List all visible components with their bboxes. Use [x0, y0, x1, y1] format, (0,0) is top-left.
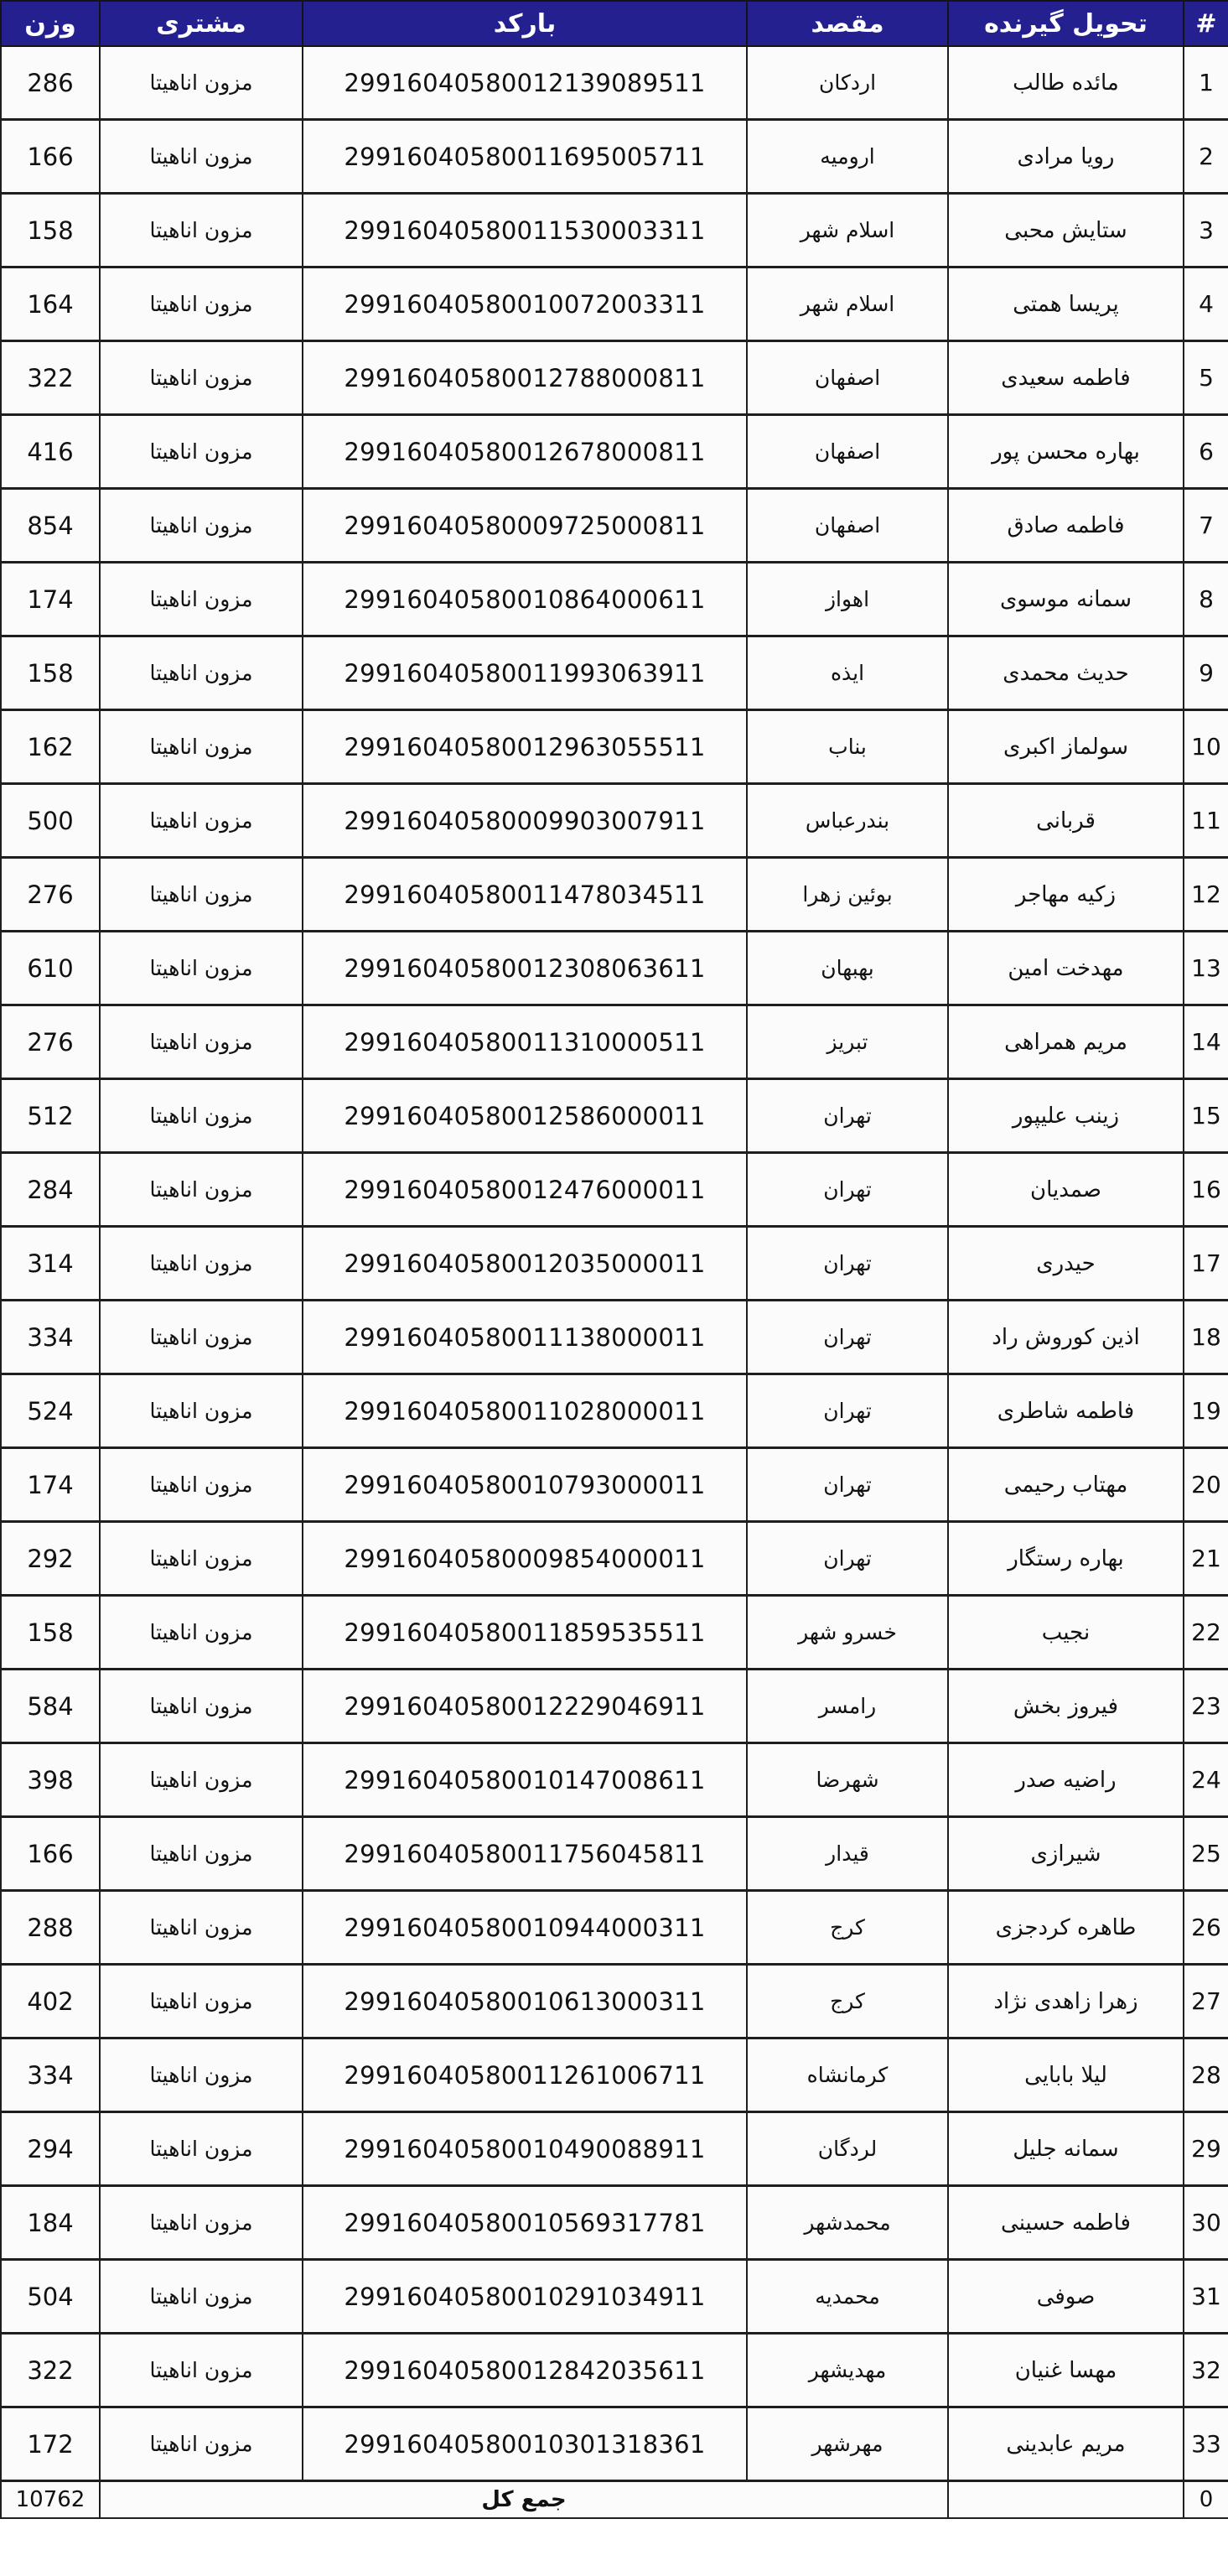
cell-barcode: 29916040580011993063911: [303, 636, 747, 710]
cell-weight: 276: [1, 858, 100, 932]
cell-customer: مزون اناهیتا: [100, 341, 303, 415]
cell-customer: مزون اناهیتا: [100, 932, 303, 1005]
cell-destination: بناب: [747, 710, 948, 784]
cell-barcode: 29916040580012308063611: [303, 932, 747, 1005]
cell-barcode: 29916040580012678000811: [303, 415, 747, 489]
cell-weight: 174: [1, 563, 100, 636]
table-row: [1, 1374, 1228, 1448]
cell-destination: ارومیه: [747, 120, 948, 194]
cell-receiver: نجیب: [948, 1596, 1184, 1670]
cell-index: 28: [1184, 2038, 1228, 2112]
table-row: [1, 415, 1228, 489]
cell-weight: 416: [1, 415, 100, 489]
cell-barcode: 29916040580010793000011: [303, 1448, 747, 1522]
cell-index: 22: [1184, 1596, 1228, 1670]
cell-customer: مزون اناهیتا: [100, 710, 303, 784]
table-row: [1, 1596, 1228, 1670]
cell-weight: 174: [1, 1448, 100, 1522]
table-row: [1, 489, 1228, 563]
cell-customer: مزون اناهیتا: [100, 2334, 303, 2407]
cell-receiver: قربانی: [948, 784, 1184, 858]
cell-receiver: فاطمه حسینی: [948, 2186, 1184, 2260]
total-index: 0: [1184, 2481, 1228, 2519]
cell-customer: مزون اناهیتا: [100, 1079, 303, 1153]
cell-destination: اسلام شهر: [747, 267, 948, 341]
table-row: [1, 932, 1228, 1005]
cell-index: 15: [1184, 1079, 1228, 1153]
cell-weight: 524: [1, 1374, 100, 1448]
cell-barcode: 29916040580010072003311: [303, 267, 747, 341]
cell-receiver: حیدری: [948, 1227, 1184, 1301]
cell-index: 9: [1184, 636, 1228, 710]
cell-barcode: 29916040580009854000011: [303, 1522, 747, 1596]
cell-receiver: مهدخت امین: [948, 932, 1184, 1005]
cell-weight: 164: [1, 267, 100, 341]
cell-receiver: بهاره رستگار: [948, 1522, 1184, 1596]
table-row: [1, 194, 1228, 267]
cell-destination: مهدیشهر: [747, 2334, 948, 2407]
cell-receiver: سمانه موسوی: [948, 563, 1184, 636]
cell-barcode: 29916040580010291034911: [303, 2260, 747, 2334]
table-row: [1, 784, 1228, 858]
cell-index: 24: [1184, 1743, 1228, 1817]
cell-customer: مزون اناهیتا: [100, 1153, 303, 1227]
cell-index: 13: [1184, 932, 1228, 1005]
total-receiver-empty: [948, 2481, 1184, 2519]
cell-barcode: 29916040580011478034511: [303, 858, 747, 932]
cell-barcode: 29916040580011310000511: [303, 1005, 747, 1079]
cell-customer: مزون اناهیتا: [100, 2038, 303, 2112]
cell-receiver: ستایش محبی: [948, 194, 1184, 267]
cell-receiver: شیرازی: [948, 1817, 1184, 1891]
cell-customer: مزون اناهیتا: [100, 1596, 303, 1670]
cell-customer: مزون اناهیتا: [100, 1448, 303, 1522]
table-row: [1, 1817, 1228, 1891]
table-row: [1, 2112, 1228, 2186]
cell-index: 25: [1184, 1817, 1228, 1891]
cell-receiver: زهرا زاهدی نژاد: [948, 1965, 1184, 2038]
cell-receiver: فاطمه شاطری: [948, 1374, 1184, 1448]
cell-index: 8: [1184, 563, 1228, 636]
cell-weight: 500: [1, 784, 100, 858]
cell-destination: تبریز: [747, 1005, 948, 1079]
cell-destination: خسرو شهر: [747, 1596, 948, 1670]
cell-index: 2: [1184, 120, 1228, 194]
table-row: [1, 2260, 1228, 2334]
cell-receiver: رویا مرادی: [948, 120, 1184, 194]
header-customer: مشتری: [100, 1, 303, 46]
cell-destination: مهرشهر: [747, 2407, 948, 2481]
cell-index: 5: [1184, 341, 1228, 415]
cell-customer: مزون اناهیتا: [100, 858, 303, 932]
total-row: [1, 2481, 1228, 2519]
cell-destination: محمدیه: [747, 2260, 948, 2334]
cell-weight: 512: [1, 1079, 100, 1153]
cell-barcode: 29916040580012476000011: [303, 1153, 747, 1227]
cell-index: 27: [1184, 1965, 1228, 2038]
table-row: [1, 120, 1228, 194]
cell-index: 18: [1184, 1301, 1228, 1374]
header-index: #: [1184, 1, 1228, 46]
cell-barcode: 29916040580012586000011: [303, 1079, 747, 1153]
cell-index: 3: [1184, 194, 1228, 267]
cell-destination: کرج: [747, 1891, 948, 1965]
header-receiver: تحویل گیرنده: [948, 1, 1184, 46]
cell-weight: 292: [1, 1522, 100, 1596]
cell-receiver: مائده طالب: [948, 46, 1184, 120]
cell-index: 4: [1184, 267, 1228, 341]
cell-receiver: مهتاب رحیمی: [948, 1448, 1184, 1522]
cell-destination: تهران: [747, 1522, 948, 1596]
cell-barcode: 29916040580011028000011: [303, 1374, 747, 1448]
table-row: [1, 2186, 1228, 2260]
cell-receiver: فاطمه صادق: [948, 489, 1184, 563]
cell-index: 29: [1184, 2112, 1228, 2186]
table-row: [1, 1079, 1228, 1153]
cell-index: 23: [1184, 1670, 1228, 1743]
cell-customer: مزون اناهیتا: [100, 267, 303, 341]
cell-barcode: 29916040580010613000311: [303, 1965, 747, 2038]
cell-index: 7: [1184, 489, 1228, 563]
cell-weight: 334: [1, 1301, 100, 1374]
table-row: [1, 46, 1228, 120]
cell-barcode: 29916040580009725000811: [303, 489, 747, 563]
cell-destination: لردگان: [747, 2112, 948, 2186]
cell-destination: اصفهان: [747, 415, 948, 489]
cell-barcode: 29916040580010301318361: [303, 2407, 747, 2481]
cell-weight: 402: [1, 1965, 100, 2038]
cell-customer: مزون اناهیتا: [100, 1301, 303, 1374]
cell-customer: مزون اناهیتا: [100, 563, 303, 636]
cell-weight: 584: [1, 1670, 100, 1743]
cell-receiver: فاطمه سعیدی: [948, 341, 1184, 415]
cell-customer: مزون اناهیتا: [100, 194, 303, 267]
cell-destination: تهران: [747, 1448, 948, 1522]
cell-weight: 184: [1, 2186, 100, 2260]
cell-destination: شهرضا: [747, 1743, 948, 1817]
cell-index: 14: [1184, 1005, 1228, 1079]
cell-barcode: 29916040580009903007911: [303, 784, 747, 858]
cell-destination: اسلام شهر: [747, 194, 948, 267]
cell-customer: مزون اناهیتا: [100, 1743, 303, 1817]
cell-weight: 322: [1, 341, 100, 415]
table-row: [1, 1965, 1228, 2038]
cell-destination: کرج: [747, 1965, 948, 2038]
table-header: [1, 1, 1228, 46]
cell-weight: 166: [1, 120, 100, 194]
table-row: [1, 1891, 1228, 1965]
cell-destination: محمدشهر: [747, 2186, 948, 2260]
cell-receiver: پریسا همتی: [948, 267, 1184, 341]
cell-receiver: راضیه صدر: [948, 1743, 1184, 1817]
cell-weight: 158: [1, 1596, 100, 1670]
cell-index: 16: [1184, 1153, 1228, 1227]
table-row: [1, 1448, 1228, 1522]
cell-customer: مزون اناهیتا: [100, 1965, 303, 2038]
cell-destination: بندرعباس: [747, 784, 948, 858]
header-weight: وزن: [1, 1, 100, 46]
cell-barcode: 29916040580010147008611: [303, 1743, 747, 1817]
cell-customer: مزون اناهیتا: [100, 784, 303, 858]
cell-receiver: مریم همراهی: [948, 1005, 1184, 1079]
cell-weight: 166: [1, 1817, 100, 1891]
cell-receiver: فیروز بخش: [948, 1670, 1184, 1743]
cell-destination: کرمانشاه: [747, 2038, 948, 2112]
header-barcode: بارکد: [303, 1, 747, 46]
cell-weight: 322: [1, 2334, 100, 2407]
cell-customer: مزون اناهیتا: [100, 636, 303, 710]
table-row: [1, 341, 1228, 415]
cell-weight: 276: [1, 1005, 100, 1079]
cell-receiver: لیلا بابایی: [948, 2038, 1184, 2112]
cell-barcode: 29916040580010944000311: [303, 1891, 747, 1965]
cell-index: 21: [1184, 1522, 1228, 1596]
cell-weight: 158: [1, 194, 100, 267]
cell-destination: تهران: [747, 1374, 948, 1448]
cell-weight: 286: [1, 46, 100, 120]
table-row: [1, 563, 1228, 636]
cell-index: 30: [1184, 2186, 1228, 2260]
cell-weight: 334: [1, 2038, 100, 2112]
cell-destination: تهران: [747, 1227, 948, 1301]
cell-barcode: 29916040580012229046911: [303, 1670, 747, 1743]
cell-customer: مزون اناهیتا: [100, 1005, 303, 1079]
cell-customer: مزون اناهیتا: [100, 1522, 303, 1596]
cell-barcode: 29916040580012963055511: [303, 710, 747, 784]
cell-customer: مزون اناهیتا: [100, 120, 303, 194]
cell-receiver: مهسا غنیان: [948, 2334, 1184, 2407]
cell-receiver: سمانه جلیل: [948, 2112, 1184, 2186]
table-row: [1, 710, 1228, 784]
cell-weight: 294: [1, 2112, 100, 2186]
cell-index: 1: [1184, 46, 1228, 120]
table-footer: [1, 2481, 1228, 2519]
table-row: [1, 1301, 1228, 1374]
header-row: [1, 1, 1228, 46]
cell-customer: مزون اناهیتا: [100, 2186, 303, 2260]
cell-weight: 162: [1, 710, 100, 784]
cell-index: 20: [1184, 1448, 1228, 1522]
cell-barcode: 29916040580011756045811: [303, 1817, 747, 1891]
cell-barcode: 29916040580010569317781: [303, 2186, 747, 2260]
total-label: جمع کل: [100, 2481, 948, 2519]
table-row: [1, 1743, 1228, 1817]
cell-barcode: 29916040580011530003311: [303, 194, 747, 267]
total-weight: 10762: [1, 2481, 100, 2519]
cell-destination: تهران: [747, 1153, 948, 1227]
cell-receiver: بهاره محسن پور: [948, 415, 1184, 489]
table-row: [1, 1227, 1228, 1301]
cell-weight: 398: [1, 1743, 100, 1817]
cell-receiver: طاهره کردجزی: [948, 1891, 1184, 1965]
table-row: [1, 2407, 1228, 2481]
cell-destination: اصفهان: [747, 489, 948, 563]
cell-customer: مزون اناهیتا: [100, 1817, 303, 1891]
cell-destination: بهبهان: [747, 932, 948, 1005]
table-row: [1, 2334, 1228, 2407]
cell-weight: 158: [1, 636, 100, 710]
cell-barcode: 29916040580011695005711: [303, 120, 747, 194]
cell-receiver: صوفی: [948, 2260, 1184, 2334]
cell-customer: مزون اناهیتا: [100, 489, 303, 563]
cell-destination: قیدار: [747, 1817, 948, 1891]
cell-weight: 610: [1, 932, 100, 1005]
cell-barcode: 29916040580010864000611: [303, 563, 747, 636]
cell-barcode: 29916040580012139089511: [303, 46, 747, 120]
cell-barcode: 29916040580010490088911: [303, 2112, 747, 2186]
cell-receiver: اذین کوروش راد: [948, 1301, 1184, 1374]
cell-barcode: 29916040580012035000011: [303, 1227, 747, 1301]
cell-destination: ایذه: [747, 636, 948, 710]
cell-receiver: صمدیان: [948, 1153, 1184, 1227]
table-row: [1, 1005, 1228, 1079]
cell-index: 33: [1184, 2407, 1228, 2481]
cell-index: 32: [1184, 2334, 1228, 2407]
cell-barcode: 29916040580011138000011: [303, 1301, 747, 1374]
cell-customer: مزون اناهیتا: [100, 2260, 303, 2334]
cell-barcode: 29916040580011859535511: [303, 1596, 747, 1670]
cell-weight: 288: [1, 1891, 100, 1965]
cell-index: 19: [1184, 1374, 1228, 1448]
cell-index: 17: [1184, 1227, 1228, 1301]
cell-index: 31: [1184, 2260, 1228, 2334]
cell-customer: مزون اناهیتا: [100, 1227, 303, 1301]
cell-customer: مزون اناهیتا: [100, 415, 303, 489]
cell-customer: مزون اناهیتا: [100, 1374, 303, 1448]
cell-destination: رامسر: [747, 1670, 948, 1743]
cell-receiver: حدیث محمدی: [948, 636, 1184, 710]
cell-weight: 854: [1, 489, 100, 563]
header-destination: مقصد: [747, 1, 948, 46]
table-body: [1, 46, 1228, 2481]
cell-destination: اردکان: [747, 46, 948, 120]
cell-index: 12: [1184, 858, 1228, 932]
cell-weight: 504: [1, 2260, 100, 2334]
table-row: [1, 1670, 1228, 1743]
cell-barcode: 29916040580012842035611: [303, 2334, 747, 2407]
cell-weight: 172: [1, 2407, 100, 2481]
table-row: [1, 636, 1228, 710]
cell-customer: مزون اناهیتا: [100, 2112, 303, 2186]
cell-weight: 314: [1, 1227, 100, 1301]
table-row: [1, 1153, 1228, 1227]
cell-receiver: زینب علیپور: [948, 1079, 1184, 1153]
cell-receiver: سولماز اکبری: [948, 710, 1184, 784]
cell-index: 26: [1184, 1891, 1228, 1965]
cell-destination: تهران: [747, 1079, 948, 1153]
cell-customer: مزون اناهیتا: [100, 2407, 303, 2481]
cell-receiver: مریم عابدینی: [948, 2407, 1184, 2481]
cell-destination: اهواز: [747, 563, 948, 636]
table-row: [1, 2038, 1228, 2112]
cell-destination: تهران: [747, 1301, 948, 1374]
cell-destination: اصفهان: [747, 341, 948, 415]
cell-barcode: 29916040580012788000811: [303, 341, 747, 415]
cell-index: 10: [1184, 710, 1228, 784]
table-row: [1, 1522, 1228, 1596]
cell-barcode: 29916040580011261006711: [303, 2038, 747, 2112]
table-row: [1, 267, 1228, 341]
cell-customer: مزون اناهیتا: [100, 1670, 303, 1743]
table-row: [1, 858, 1228, 932]
cell-index: 6: [1184, 415, 1228, 489]
cell-customer: مزون اناهیتا: [100, 46, 303, 120]
cell-weight: 284: [1, 1153, 100, 1227]
cell-customer: مزون اناهیتا: [100, 1891, 303, 1965]
cell-index: 11: [1184, 784, 1228, 858]
cell-destination: بوئین زهرا: [747, 858, 948, 932]
cell-receiver: زکیه مهاجر: [948, 858, 1184, 932]
